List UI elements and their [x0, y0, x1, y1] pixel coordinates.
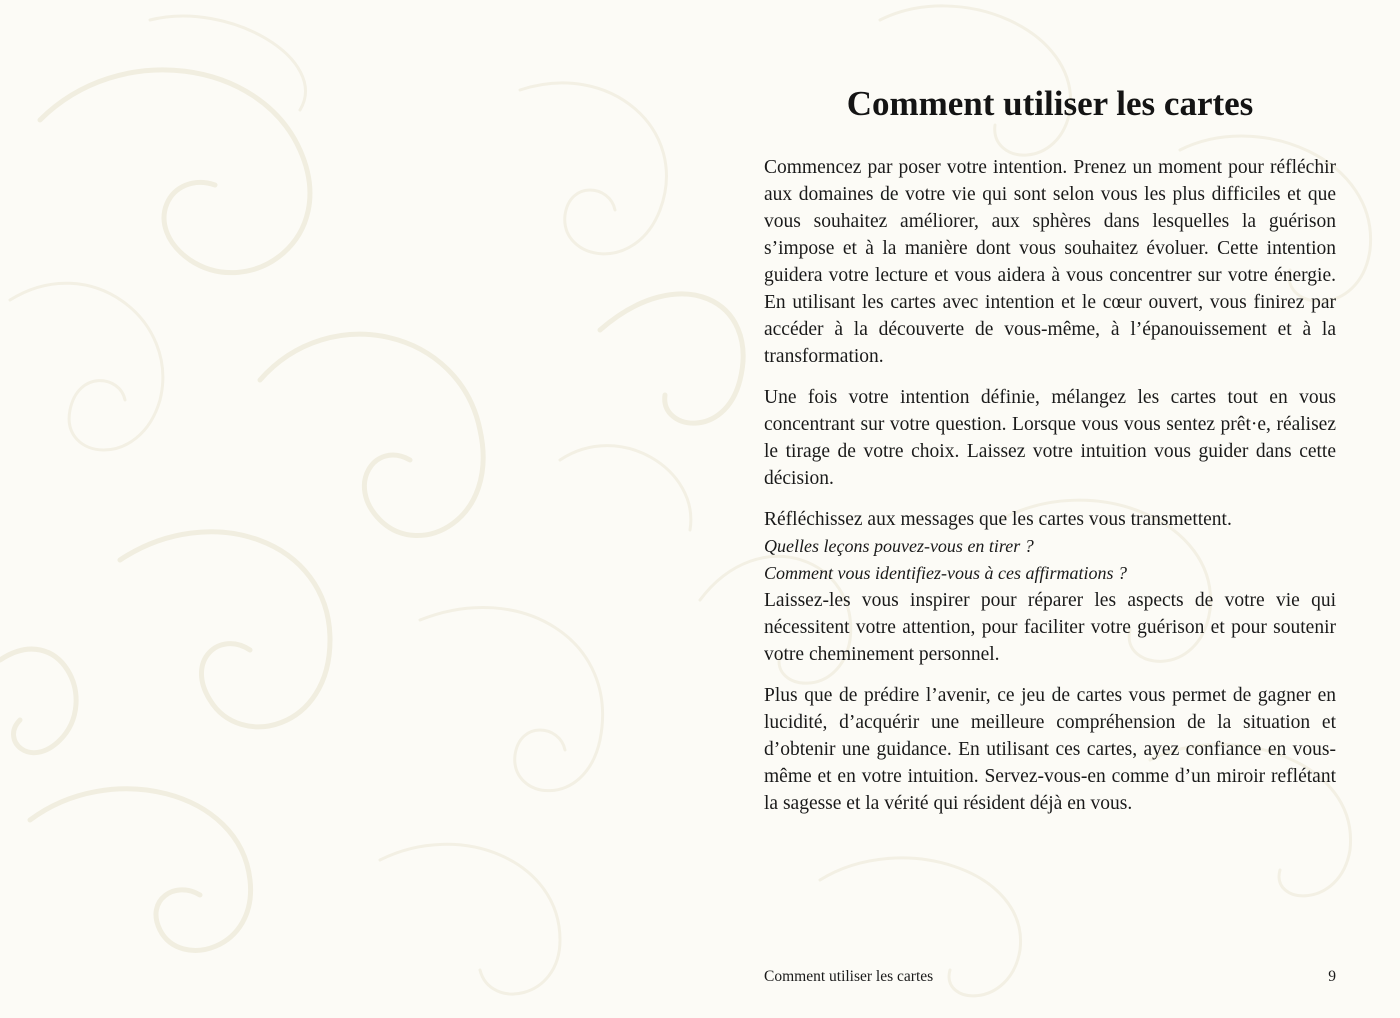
question-lessons: Quelles leçons pouvez-vous en tirer ? — [764, 536, 1034, 556]
reflection-intro: Réfléchissez aux messages que les cartes vous transmettent. — [764, 509, 1232, 530]
paragraph-reflection — [764, 506, 1336, 668]
page-title: Comment utiliser les cartes — [846, 84, 1254, 123]
page-number: 9 — [1328, 968, 1336, 985]
running-title: Comment utiliser les cartes — [764, 968, 934, 985]
paragraph-intention: Commencez par poser votre intention. Prenez un moment pour réfléchir aux domaines de votre vie qui sont selon vous les plus difficiles et que vous souhaitez améliorer, aux sphères dans lesquelles la guérison s’impose et à la manière dont vous souhaitez évoluer. Cette intention guidera votre lecture et vous aidera à vous concentrer sur votre énergie. En utilisant les cartes avec intention et le cœur ouvert, vous finirez par accéder à la découverte de vous-même, à l’épanouissement et à la transformation. — [764, 157, 1336, 367]
paragraph-shuffle: Une fois votre intention définie, mélangez les cartes tout en vous concentrant sur votre question. Lorsque vous vous sentez prêt·e, réalisez le tirage de votre choix. Laissez votre intuition vous guider dans cette décision. — [764, 387, 1336, 489]
question-identify: Comment vous identifiez-vous à ces affirmations ? — [764, 563, 1127, 583]
reflection-text: Laissez-les vous inspirer pour réparer les aspects de votre vie qui nécessitent votre attention, pour faciliter votre guérison et pour soutenir votre cheminement personnel. — [764, 590, 1336, 665]
paragraph-guidance: Plus que de prédire l’avenir, ce jeu de cartes vous permet de gagner en lucidité, d’acquérir une meilleure compréhension de la situation et d’obtenir une guidance. En utilisant ces cartes, ayez confiance en vous-même et en votre intuition. Servez-vous-en comme d’un miroir reflétant la sagesse et la vérité qui résident déjà en vous. — [764, 685, 1336, 814]
body-text — [764, 154, 1336, 831]
page-content — [764, 0, 1336, 1018]
